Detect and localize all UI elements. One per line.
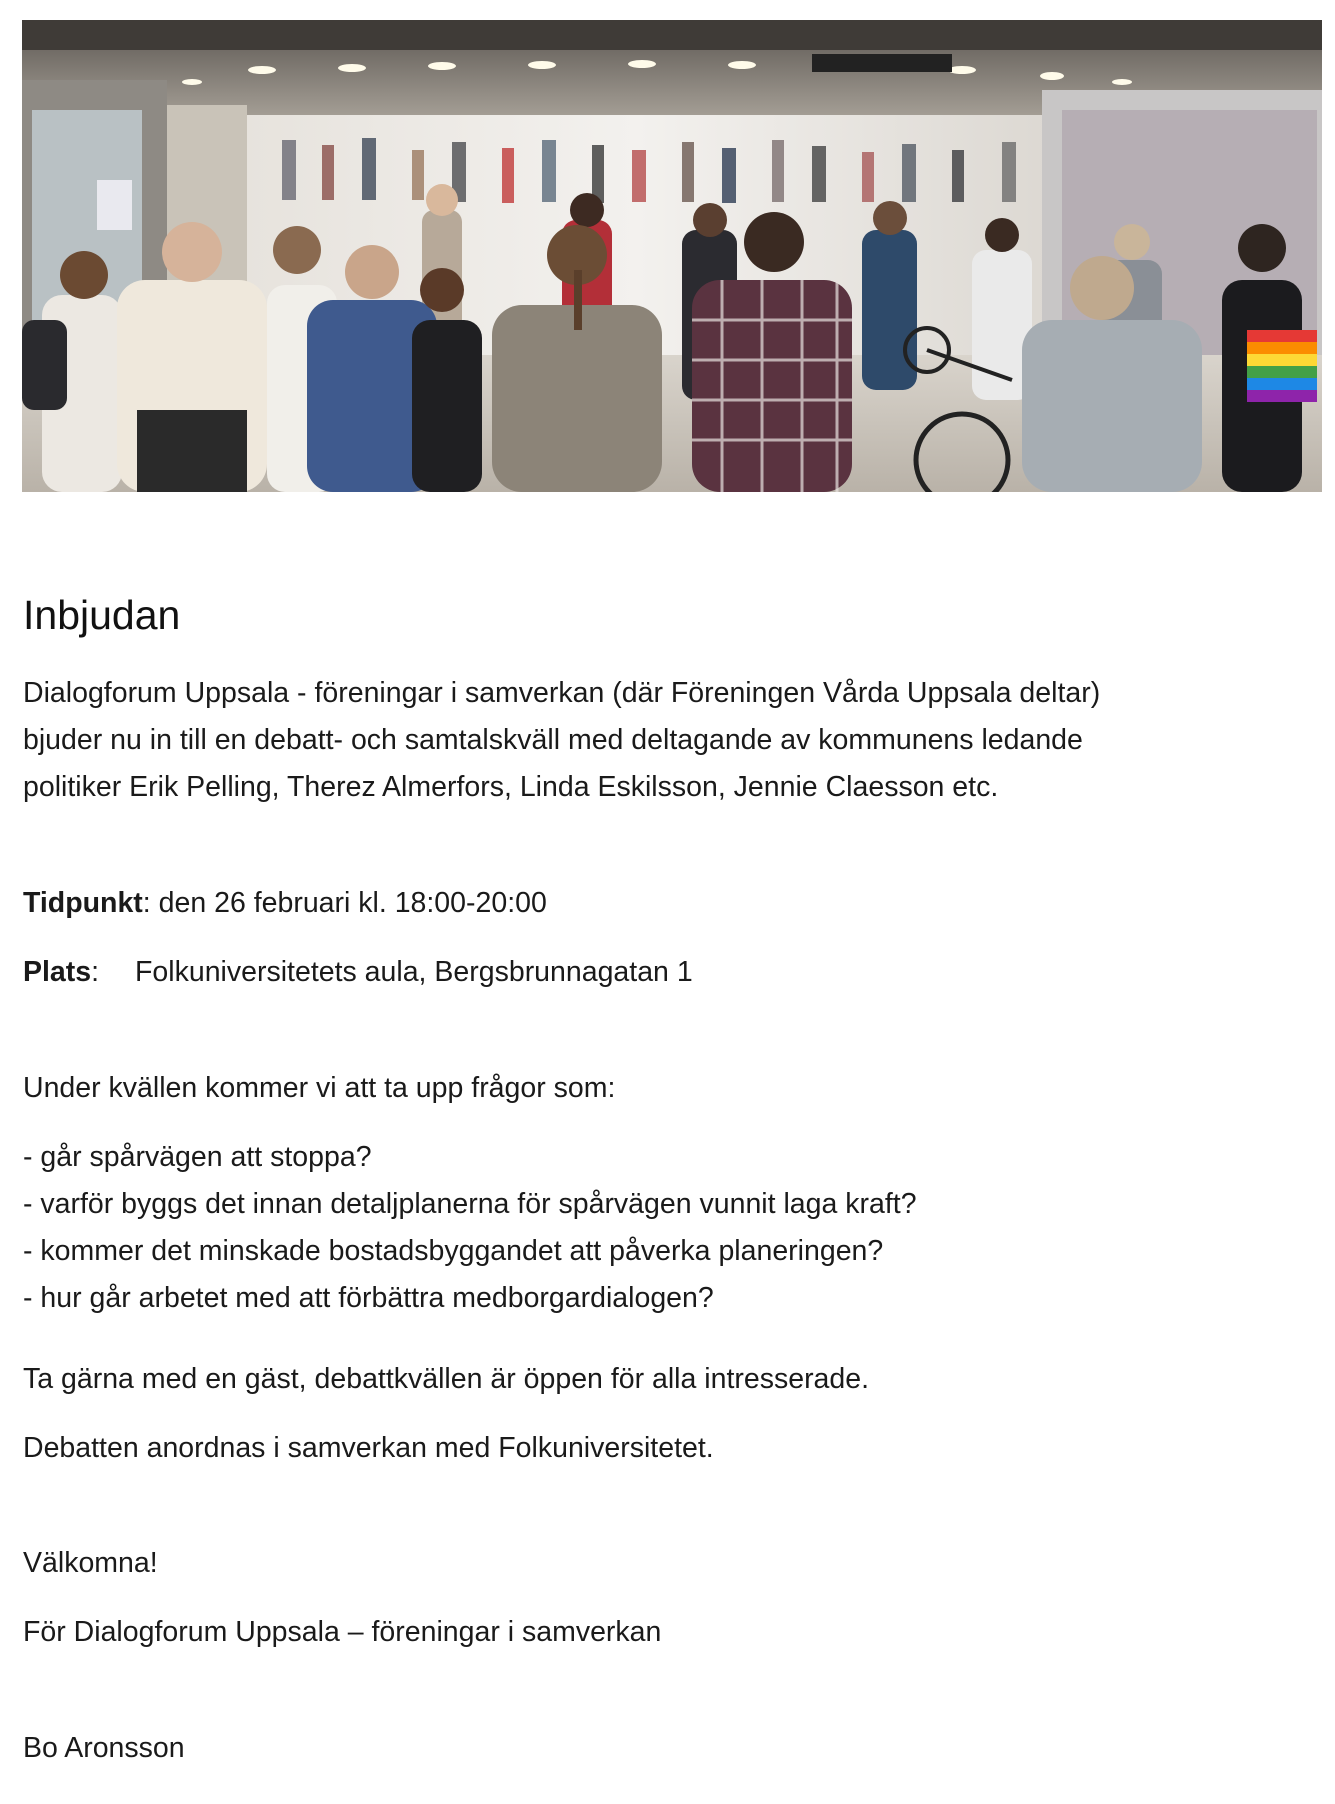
place-label-group — [23, 949, 135, 996]
intro-line: Dialogforum Uppsala - föreningar i samverkan (där Föreningen Vårda Uppsala deltar) — [23, 677, 1101, 709]
question-item: - varför byggs det innan detaljplanerna för spårvägen vunnit laga kraft? — [23, 1188, 917, 1220]
welcome-text: Välkomna! — [23, 1547, 158, 1579]
question-item: - hur går arbetet med att förbättra medborgardialogen? — [23, 1282, 714, 1314]
place-separator: : — [91, 956, 100, 988]
cooperation-note: Debatten anordnas i samverkan med Folkuniversitetet. — [23, 1432, 714, 1464]
place-value: Folkuniversitetets aula, Bergsbrunnagatan 1 — [135, 956, 693, 988]
place-label: Plats — [23, 956, 92, 988]
questions-intro: Under kvällen kommer vi att ta upp frågor som: — [23, 1072, 616, 1104]
intro-paragraph — [23, 670, 1313, 811]
time-value: : den 26 februari kl. 18:00-20:00 — [142, 887, 547, 919]
event-place — [23, 949, 1313, 996]
on-behalf-line: För Dialogforum Uppsala – föreningar i samverkan — [23, 1616, 662, 1648]
signature-name: Bo Aronsson — [23, 1732, 185, 1764]
time-label: Tidpunkt — [23, 887, 143, 919]
intro-line: politiker Erik Pelling, Therez Almerfors, Linda Eskilsson, Jennie Claesson etc. — [23, 771, 999, 803]
questions-list — [23, 1134, 1313, 1322]
intro-line: bjuder nu in till en debatt- och samtalskväll med deltagande av kommunens ledande — [23, 724, 1083, 756]
header-photo-crowd-in-station-tunnel — [22, 20, 1322, 492]
event-time — [23, 880, 1313, 927]
guest-note: Ta gärna med en gäst, debattkvällen är öppen för alla intresserade. — [23, 1363, 870, 1395]
invitation-document — [23, 590, 1313, 1772]
question-item: - kommer det minskade bostadsbyggandet att påverka planeringen? — [23, 1235, 884, 1267]
document-heading: Inbjudan — [23, 592, 181, 638]
question-item: - går spårvägen att stoppa? — [23, 1141, 372, 1173]
